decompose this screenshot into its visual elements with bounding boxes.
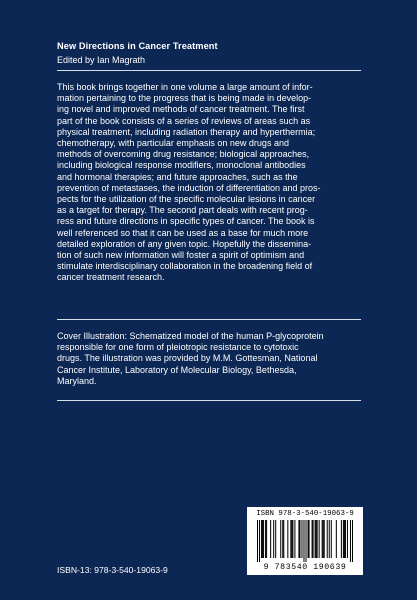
barcode-bar [287, 520, 288, 558]
barcode-bar [280, 520, 281, 558]
barcode-isbn-text: ISBN 978-3-540-19063-9 [256, 510, 354, 518]
series-title: New Directions in Cancer Treatment [57, 41, 218, 51]
barcode-bar [265, 520, 266, 558]
description-line: part of the book consists of a series of reviews of areas such as [57, 115, 311, 126]
book-description [57, 82, 367, 284]
barcode-bar [270, 520, 271, 558]
editor-line: Edited by Ian Magrath [57, 55, 146, 65]
barcode-bar [319, 520, 320, 558]
barcode-bar [322, 520, 323, 558]
description-line: cancer treatment research. [57, 272, 165, 283]
cover-note-line: Cancer Institute, Laboratory of Molecular Biology, Bethesda, [57, 364, 297, 375]
description-line: detailed exploration of any given topic. Hopefully the dissemina- [57, 238, 312, 249]
divider-top [57, 70, 361, 71]
barcode-bar [313, 520, 314, 558]
barcode-bar [291, 520, 292, 558]
description-line: physical treatment, including radiation therapy and hyperthermia; [57, 126, 316, 137]
barcode-bar [294, 520, 295, 558]
barcode-bar [306, 520, 307, 562]
barcode-bar [317, 520, 318, 558]
description-line: including biological response modifiers, monoclonal antibodies [57, 160, 306, 171]
barcode-bar [316, 520, 317, 558]
barcode-digits: 9 783540 190639 [263, 563, 347, 572]
cover-illustration-note [57, 331, 367, 387]
barcode-bar [257, 520, 258, 562]
barcode-bar [266, 520, 267, 558]
description-line: methods of overcoming drug resistance; biological approaches, [57, 149, 310, 160]
barcode-bar [331, 520, 332, 558]
barcode-bar [301, 520, 302, 558]
barcode-bar [292, 520, 293, 558]
barcode-bar [299, 520, 300, 558]
barcode-bar [336, 520, 337, 558]
description-line: chemotherapy, with particular emphasis on new drugs and [57, 138, 289, 149]
description-line: mation pertaining to the progress that is being made in develop- [57, 93, 312, 104]
barcode-panel [247, 507, 363, 575]
barcode-bar [303, 520, 304, 562]
description-line: well referenced so that it can be used as a base for much more [57, 227, 309, 238]
barcode-bar [283, 520, 284, 558]
barcode-bar [308, 520, 309, 558]
description-line: and hormonal therapies; and future approaches, such as the [57, 171, 298, 182]
barcode-bar [345, 520, 346, 558]
cover-note-line: Cover Illustration: Schematized model of the human P-glycoprotein [57, 331, 324, 341]
description-line: prevention of metastases, the induction of differentiation and pros- [57, 182, 321, 193]
barcode-bar [341, 520, 342, 558]
barcode-bar [343, 520, 344, 558]
description-line: This book brings together in one volume a large amount of infor- [57, 82, 313, 92]
barcode-bar [324, 520, 325, 558]
description-line: pects for the utilization of the specific molecular lesions in cancer [57, 194, 316, 205]
isbn13-label: ISBN-13: 978-3-540-19063-9 [57, 565, 168, 575]
barcode-bar [344, 520, 345, 558]
divider-middle [57, 319, 361, 320]
description-line: tion of such new information will foster a spirit of optimism and [57, 250, 305, 261]
barcode-bar [315, 520, 316, 558]
barcode-bar [327, 520, 328, 558]
barcode-bar [312, 520, 313, 558]
cover-note-line: drugs. The illustration was provided by M.M. Gottesman, National [57, 353, 318, 364]
barcode-bar [352, 520, 353, 562]
description-line: ing novel and improved methods of cancer treatment. The first [57, 104, 305, 115]
barcode-bar [282, 520, 283, 558]
description-line: as a target for therapy. The second part deals with recent prog- [57, 205, 308, 216]
barcode-bar [298, 520, 299, 558]
barcode-bar [263, 520, 264, 558]
barcode-bar [262, 520, 263, 558]
divider-bottom [57, 400, 361, 401]
barcode-image [257, 520, 353, 562]
barcode-bar [290, 520, 291, 558]
barcode-bar [273, 520, 274, 558]
barcode-bar [309, 520, 310, 558]
barcode-bar [323, 520, 324, 558]
barcode-bar [261, 520, 262, 558]
barcode-bar [329, 520, 330, 558]
description-line: ress and future directions in specific types of cancer. The book is [57, 216, 315, 227]
barcode-bar [347, 520, 348, 558]
barcode-bar [350, 520, 351, 562]
barcode-bar [259, 520, 260, 562]
cover-note-line: Maryland. [57, 375, 97, 386]
barcode-bar [275, 520, 276, 558]
description-line: stimulate interdisciplinary collaboration in the broadening field of [57, 261, 313, 272]
cover-note-line: responsible for one form of pleiotropic resistance to cytotoxic [57, 342, 299, 353]
